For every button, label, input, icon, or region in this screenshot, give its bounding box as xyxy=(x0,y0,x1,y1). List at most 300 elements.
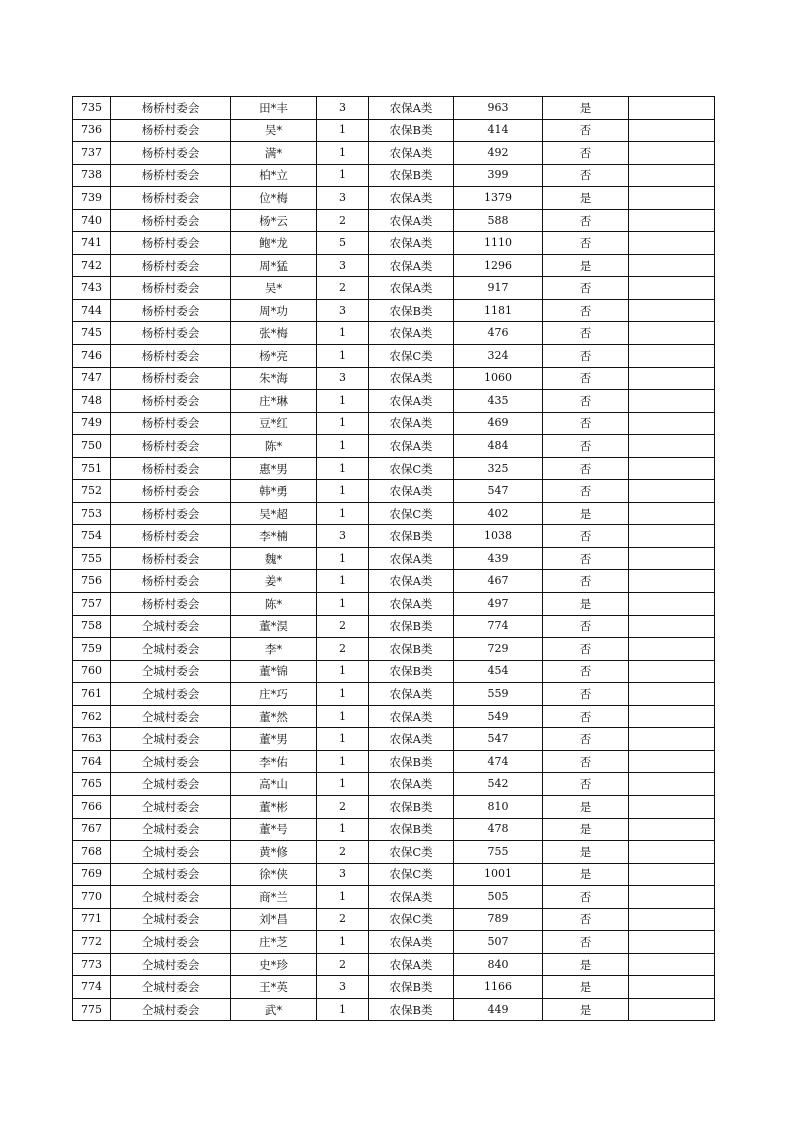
person-name-cell: 鲍*龙 xyxy=(231,232,317,255)
row-number-cell: 752 xyxy=(73,480,111,503)
yes-no-flag-cell: 否 xyxy=(543,683,629,706)
village-committee-cell: 仝城村委会 xyxy=(111,841,231,864)
insurance-category-cell: 农保A类 xyxy=(369,886,454,909)
row-number-cell: 767 xyxy=(73,818,111,841)
person-name-cell: 韩*勇 xyxy=(231,480,317,503)
household-size-cell: 1 xyxy=(317,773,369,796)
village-committee-cell: 仝城村委会 xyxy=(111,886,231,909)
village-committee-cell: 杨桥村委会 xyxy=(111,97,231,120)
household-size-cell: 1 xyxy=(317,705,369,728)
person-name-cell: 位*梅 xyxy=(231,187,317,210)
table-row xyxy=(73,97,715,120)
row-number-cell: 765 xyxy=(73,773,111,796)
remarks-cell xyxy=(629,367,715,390)
remarks-cell xyxy=(629,480,715,503)
remarks-cell xyxy=(629,457,715,480)
household-size-cell: 1 xyxy=(317,480,369,503)
village-committee-cell: 杨桥村委会 xyxy=(111,480,231,503)
amount-cell: 505 xyxy=(454,886,543,909)
household-size-cell: 1 xyxy=(317,142,369,165)
amount-cell: 454 xyxy=(454,660,543,683)
person-name-cell: 姜* xyxy=(231,570,317,593)
yes-no-flag-cell: 否 xyxy=(543,412,629,435)
row-number-cell: 764 xyxy=(73,750,111,773)
village-committee-cell: 杨桥村委会 xyxy=(111,254,231,277)
yes-no-flag-cell: 否 xyxy=(543,232,629,255)
person-name-cell: 张*梅 xyxy=(231,322,317,345)
remarks-cell xyxy=(629,322,715,345)
insurance-category-cell: 农保A类 xyxy=(369,277,454,300)
insurance-category-cell: 农保A类 xyxy=(369,953,454,976)
yes-no-flag-cell: 是 xyxy=(543,818,629,841)
insurance-category-cell: 农保B类 xyxy=(369,976,454,999)
row-number-cell: 768 xyxy=(73,841,111,864)
household-size-cell: 3 xyxy=(317,97,369,120)
amount-cell: 917 xyxy=(454,277,543,300)
yes-no-flag-cell: 否 xyxy=(543,345,629,368)
table-row xyxy=(73,886,715,909)
table-row xyxy=(73,998,715,1021)
row-number-cell: 763 xyxy=(73,728,111,751)
person-name-cell: 庄*巧 xyxy=(231,683,317,706)
village-committee-cell: 仝城村委会 xyxy=(111,795,231,818)
remarks-cell xyxy=(629,705,715,728)
amount-cell: 547 xyxy=(454,480,543,503)
yes-no-flag-cell: 否 xyxy=(543,119,629,142)
amount-cell: 469 xyxy=(454,412,543,435)
insurance-category-cell: 农保A类 xyxy=(369,773,454,796)
amount-cell: 789 xyxy=(454,908,543,931)
village-committee-cell: 杨桥村委会 xyxy=(111,367,231,390)
remarks-cell xyxy=(629,164,715,187)
yes-no-flag-cell: 否 xyxy=(543,886,629,909)
remarks-cell xyxy=(629,976,715,999)
household-size-cell: 1 xyxy=(317,345,369,368)
person-name-cell: 李*佑 xyxy=(231,750,317,773)
household-size-cell: 2 xyxy=(317,209,369,232)
remarks-cell xyxy=(629,750,715,773)
table-row xyxy=(73,953,715,976)
remarks-cell xyxy=(629,638,715,661)
remarks-cell xyxy=(629,570,715,593)
row-number-cell: 736 xyxy=(73,119,111,142)
yes-no-flag-cell: 否 xyxy=(543,728,629,751)
table-row xyxy=(73,908,715,931)
household-size-cell: 1 xyxy=(317,750,369,773)
yes-no-flag-cell: 否 xyxy=(543,615,629,638)
remarks-cell xyxy=(629,931,715,954)
yes-no-flag-cell: 否 xyxy=(543,570,629,593)
person-name-cell: 李*楠 xyxy=(231,525,317,548)
yes-no-flag-cell: 是 xyxy=(543,795,629,818)
yes-no-flag-cell: 否 xyxy=(543,705,629,728)
household-size-cell: 1 xyxy=(317,998,369,1021)
village-committee-cell: 仝城村委会 xyxy=(111,638,231,661)
yes-no-flag-cell: 是 xyxy=(543,863,629,886)
amount-cell: 478 xyxy=(454,818,543,841)
household-size-cell: 1 xyxy=(317,931,369,954)
household-size-cell: 1 xyxy=(317,435,369,458)
row-number-cell: 762 xyxy=(73,705,111,728)
household-size-cell: 1 xyxy=(317,660,369,683)
remarks-cell xyxy=(629,97,715,120)
person-name-cell: 豆*红 xyxy=(231,412,317,435)
amount-cell: 1296 xyxy=(454,254,543,277)
amount-cell: 324 xyxy=(454,345,543,368)
person-name-cell: 武* xyxy=(231,998,317,1021)
insurance-category-cell: 农保A类 xyxy=(369,232,454,255)
person-name-cell: 陈* xyxy=(231,593,317,616)
insurance-category-cell: 农保B类 xyxy=(369,164,454,187)
table-row xyxy=(73,435,715,458)
insurance-category-cell: 农保A类 xyxy=(369,480,454,503)
row-number-cell: 745 xyxy=(73,322,111,345)
table-row xyxy=(73,187,715,210)
table-row xyxy=(73,390,715,413)
insurance-category-cell: 农保A类 xyxy=(369,322,454,345)
village-committee-cell: 杨桥村委会 xyxy=(111,119,231,142)
household-size-cell: 2 xyxy=(317,908,369,931)
village-committee-cell: 杨桥村委会 xyxy=(111,502,231,525)
table-row xyxy=(73,299,715,322)
village-committee-cell: 仝城村委会 xyxy=(111,750,231,773)
person-name-cell: 徐*侠 xyxy=(231,863,317,886)
village-committee-cell: 杨桥村委会 xyxy=(111,457,231,480)
household-size-cell: 1 xyxy=(317,119,369,142)
household-size-cell: 1 xyxy=(317,502,369,525)
table-row xyxy=(73,818,715,841)
table-row xyxy=(73,705,715,728)
household-size-cell: 1 xyxy=(317,683,369,706)
table-row xyxy=(73,502,715,525)
yes-no-flag-cell: 否 xyxy=(543,750,629,773)
person-name-cell: 惠*男 xyxy=(231,457,317,480)
remarks-cell xyxy=(629,795,715,818)
village-committee-cell: 杨桥村委会 xyxy=(111,322,231,345)
row-number-cell: 753 xyxy=(73,502,111,525)
insurance-category-cell: 农保B类 xyxy=(369,638,454,661)
insurance-category-cell: 农保A类 xyxy=(369,593,454,616)
village-committee-cell: 杨桥村委会 xyxy=(111,570,231,593)
insurance-category-cell: 农保C类 xyxy=(369,502,454,525)
row-number-cell: 744 xyxy=(73,299,111,322)
table-row xyxy=(73,863,715,886)
table-row xyxy=(73,480,715,503)
yes-no-flag-cell: 否 xyxy=(543,390,629,413)
insurance-category-cell: 农保A类 xyxy=(369,547,454,570)
table-row xyxy=(73,976,715,999)
remarks-cell xyxy=(629,187,715,210)
person-name-cell: 高*山 xyxy=(231,773,317,796)
insurance-category-cell: 农保C类 xyxy=(369,841,454,864)
person-name-cell: 黄*修 xyxy=(231,841,317,864)
amount-cell: 774 xyxy=(454,615,543,638)
insurance-category-cell: 农保B类 xyxy=(369,615,454,638)
remarks-cell xyxy=(629,953,715,976)
household-size-cell: 3 xyxy=(317,976,369,999)
amount-cell: 755 xyxy=(454,841,543,864)
yes-no-flag-cell: 否 xyxy=(543,660,629,683)
amount-cell: 325 xyxy=(454,457,543,480)
insurance-category-cell: 农保A类 xyxy=(369,931,454,954)
village-committee-cell: 仝城村委会 xyxy=(111,818,231,841)
household-size-cell: 1 xyxy=(317,322,369,345)
insurance-category-cell: 农保A类 xyxy=(369,683,454,706)
village-committee-cell: 仝城村委会 xyxy=(111,683,231,706)
person-name-cell: 李* xyxy=(231,638,317,661)
person-name-cell: 王*英 xyxy=(231,976,317,999)
row-number-cell: 750 xyxy=(73,435,111,458)
household-size-cell: 3 xyxy=(317,863,369,886)
household-size-cell: 3 xyxy=(317,299,369,322)
household-size-cell: 3 xyxy=(317,187,369,210)
insurance-category-cell: 农保A类 xyxy=(369,142,454,165)
household-size-cell: 1 xyxy=(317,547,369,570)
remarks-cell xyxy=(629,412,715,435)
remarks-cell xyxy=(629,435,715,458)
person-name-cell: 董*彬 xyxy=(231,795,317,818)
amount-cell: 507 xyxy=(454,931,543,954)
household-size-cell: 1 xyxy=(317,390,369,413)
remarks-cell xyxy=(629,683,715,706)
table-row xyxy=(73,728,715,751)
village-committee-cell: 杨桥村委会 xyxy=(111,164,231,187)
row-number-cell: 741 xyxy=(73,232,111,255)
village-committee-cell: 仝城村委会 xyxy=(111,931,231,954)
amount-cell: 476 xyxy=(454,322,543,345)
person-name-cell: 周*猛 xyxy=(231,254,317,277)
amount-cell: 1379 xyxy=(454,187,543,210)
row-number-cell: 743 xyxy=(73,277,111,300)
remarks-cell xyxy=(629,209,715,232)
village-committee-cell: 杨桥村委会 xyxy=(111,209,231,232)
person-name-cell: 陈* xyxy=(231,435,317,458)
table-row xyxy=(73,209,715,232)
household-size-cell: 1 xyxy=(317,570,369,593)
person-name-cell: 周*功 xyxy=(231,299,317,322)
village-committee-cell: 杨桥村委会 xyxy=(111,345,231,368)
table-row xyxy=(73,367,715,390)
village-committee-cell: 杨桥村委会 xyxy=(111,435,231,458)
person-name-cell: 庄*芝 xyxy=(231,931,317,954)
amount-cell: 1001 xyxy=(454,863,543,886)
row-number-cell: 748 xyxy=(73,390,111,413)
table-row xyxy=(73,277,715,300)
row-number-cell: 769 xyxy=(73,863,111,886)
household-size-cell: 2 xyxy=(317,795,369,818)
household-size-cell: 2 xyxy=(317,615,369,638)
village-committee-cell: 杨桥村委会 xyxy=(111,390,231,413)
person-name-cell: 刘*昌 xyxy=(231,908,317,931)
remarks-cell xyxy=(629,728,715,751)
remarks-cell xyxy=(629,525,715,548)
village-committee-cell: 杨桥村委会 xyxy=(111,593,231,616)
person-name-cell: 吴* xyxy=(231,119,317,142)
person-name-cell: 杨*云 xyxy=(231,209,317,232)
insurance-category-cell: 农保C类 xyxy=(369,863,454,886)
village-committee-cell: 杨桥村委会 xyxy=(111,525,231,548)
amount-cell: 399 xyxy=(454,164,543,187)
person-name-cell: 董*淏 xyxy=(231,615,317,638)
insurance-category-cell: 农保A类 xyxy=(369,435,454,458)
household-size-cell: 2 xyxy=(317,277,369,300)
amount-cell: 467 xyxy=(454,570,543,593)
insurance-category-cell: 农保A类 xyxy=(369,390,454,413)
row-number-cell: 737 xyxy=(73,142,111,165)
table-row xyxy=(73,232,715,255)
household-size-cell: 3 xyxy=(317,367,369,390)
amount-cell: 542 xyxy=(454,773,543,796)
table-row xyxy=(73,931,715,954)
yes-no-flag-cell: 是 xyxy=(543,593,629,616)
remarks-cell xyxy=(629,886,715,909)
row-number-cell: 755 xyxy=(73,547,111,570)
village-committee-cell: 仝城村委会 xyxy=(111,615,231,638)
remarks-cell xyxy=(629,818,715,841)
row-number-cell: 740 xyxy=(73,209,111,232)
yes-no-flag-cell: 是 xyxy=(543,187,629,210)
insurance-category-cell: 农保A类 xyxy=(369,254,454,277)
household-size-cell: 2 xyxy=(317,953,369,976)
amount-cell: 559 xyxy=(454,683,543,706)
household-size-cell: 1 xyxy=(317,412,369,435)
person-name-cell: 满* xyxy=(231,142,317,165)
row-number-cell: 774 xyxy=(73,976,111,999)
household-size-cell: 3 xyxy=(317,254,369,277)
table-row xyxy=(73,525,715,548)
remarks-cell xyxy=(629,615,715,638)
amount-cell: 547 xyxy=(454,728,543,751)
household-size-cell: 5 xyxy=(317,232,369,255)
insurance-category-cell: 农保A类 xyxy=(369,705,454,728)
yes-no-flag-cell: 否 xyxy=(543,908,629,931)
row-number-cell: 759 xyxy=(73,638,111,661)
row-number-cell: 772 xyxy=(73,931,111,954)
row-number-cell: 770 xyxy=(73,886,111,909)
table-row xyxy=(73,615,715,638)
insurance-category-cell: 农保C类 xyxy=(369,908,454,931)
insurance-category-cell: 农保A类 xyxy=(369,570,454,593)
insurance-category-cell: 农保A类 xyxy=(369,728,454,751)
table-row xyxy=(73,142,715,165)
yes-no-flag-cell: 是 xyxy=(543,976,629,999)
yes-no-flag-cell: 否 xyxy=(543,457,629,480)
yes-no-flag-cell: 否 xyxy=(543,277,629,300)
village-committee-cell: 杨桥村委会 xyxy=(111,232,231,255)
person-name-cell: 商*兰 xyxy=(231,886,317,909)
yes-no-flag-cell: 是 xyxy=(543,841,629,864)
amount-cell: 414 xyxy=(454,119,543,142)
person-name-cell: 董*锦 xyxy=(231,660,317,683)
insurance-category-cell: 农保A类 xyxy=(369,97,454,120)
village-committee-cell: 仝城村委会 xyxy=(111,728,231,751)
table-row xyxy=(73,795,715,818)
row-number-cell: 754 xyxy=(73,525,111,548)
village-committee-cell: 仝城村委会 xyxy=(111,705,231,728)
row-number-cell: 757 xyxy=(73,593,111,616)
village-committee-cell: 仝城村委会 xyxy=(111,660,231,683)
insurance-category-cell: 农保B类 xyxy=(369,795,454,818)
insurance-category-cell: 农保A类 xyxy=(369,187,454,210)
table-row xyxy=(73,773,715,796)
amount-cell: 1166 xyxy=(454,976,543,999)
amount-cell: 588 xyxy=(454,209,543,232)
insurance-category-cell: 农保B类 xyxy=(369,119,454,142)
table-row xyxy=(73,638,715,661)
table-row xyxy=(73,660,715,683)
table-row xyxy=(73,570,715,593)
amount-cell: 1110 xyxy=(454,232,543,255)
amount-cell: 484 xyxy=(454,435,543,458)
insurance-category-cell: 农保C类 xyxy=(369,345,454,368)
person-name-cell: 史*珍 xyxy=(231,953,317,976)
insurance-category-cell: 农保B类 xyxy=(369,818,454,841)
yes-no-flag-cell: 是 xyxy=(543,502,629,525)
remarks-cell xyxy=(629,119,715,142)
village-committee-cell: 杨桥村委会 xyxy=(111,277,231,300)
insurance-category-cell: 农保B类 xyxy=(369,299,454,322)
village-committee-cell: 杨桥村委会 xyxy=(111,412,231,435)
amount-cell: 497 xyxy=(454,593,543,616)
amount-cell: 963 xyxy=(454,97,543,120)
row-number-cell: 760 xyxy=(73,660,111,683)
village-committee-cell: 杨桥村委会 xyxy=(111,187,231,210)
yes-no-flag-cell: 否 xyxy=(543,322,629,345)
remarks-cell xyxy=(629,773,715,796)
remarks-cell xyxy=(629,277,715,300)
yes-no-flag-cell: 否 xyxy=(543,164,629,187)
insurance-category-cell: 农保B类 xyxy=(369,525,454,548)
household-size-cell: 2 xyxy=(317,841,369,864)
person-name-cell: 董*然 xyxy=(231,705,317,728)
household-size-cell: 3 xyxy=(317,525,369,548)
remarks-cell xyxy=(629,299,715,322)
remarks-cell xyxy=(629,998,715,1021)
person-name-cell: 杨*亮 xyxy=(231,345,317,368)
row-number-cell: 761 xyxy=(73,683,111,706)
yes-no-flag-cell: 否 xyxy=(543,299,629,322)
remarks-cell xyxy=(629,841,715,864)
amount-cell: 449 xyxy=(454,998,543,1021)
village-committee-cell: 仝城村委会 xyxy=(111,998,231,1021)
household-size-cell: 1 xyxy=(317,728,369,751)
village-committee-cell: 仝城村委会 xyxy=(111,863,231,886)
table-row xyxy=(73,119,715,142)
table-row xyxy=(73,254,715,277)
table-row xyxy=(73,683,715,706)
person-name-cell: 柏*立 xyxy=(231,164,317,187)
insurance-category-cell: 农保A类 xyxy=(369,367,454,390)
amount-cell: 840 xyxy=(454,953,543,976)
yes-no-flag-cell: 否 xyxy=(543,547,629,570)
row-number-cell: 747 xyxy=(73,367,111,390)
village-committee-cell: 仝城村委会 xyxy=(111,773,231,796)
table-row xyxy=(73,750,715,773)
household-size-cell: 1 xyxy=(317,818,369,841)
table-row xyxy=(73,322,715,345)
village-committee-cell: 杨桥村委会 xyxy=(111,299,231,322)
village-committee-cell: 仝城村委会 xyxy=(111,908,231,931)
amount-cell: 810 xyxy=(454,795,543,818)
person-name-cell: 魏* xyxy=(231,547,317,570)
yes-no-flag-cell: 否 xyxy=(543,638,629,661)
table-row xyxy=(73,547,715,570)
household-size-cell: 2 xyxy=(317,638,369,661)
amount-cell: 1181 xyxy=(454,299,543,322)
table-row xyxy=(73,412,715,435)
yes-no-flag-cell: 是 xyxy=(543,97,629,120)
insurance-category-cell: 农保A类 xyxy=(369,209,454,232)
